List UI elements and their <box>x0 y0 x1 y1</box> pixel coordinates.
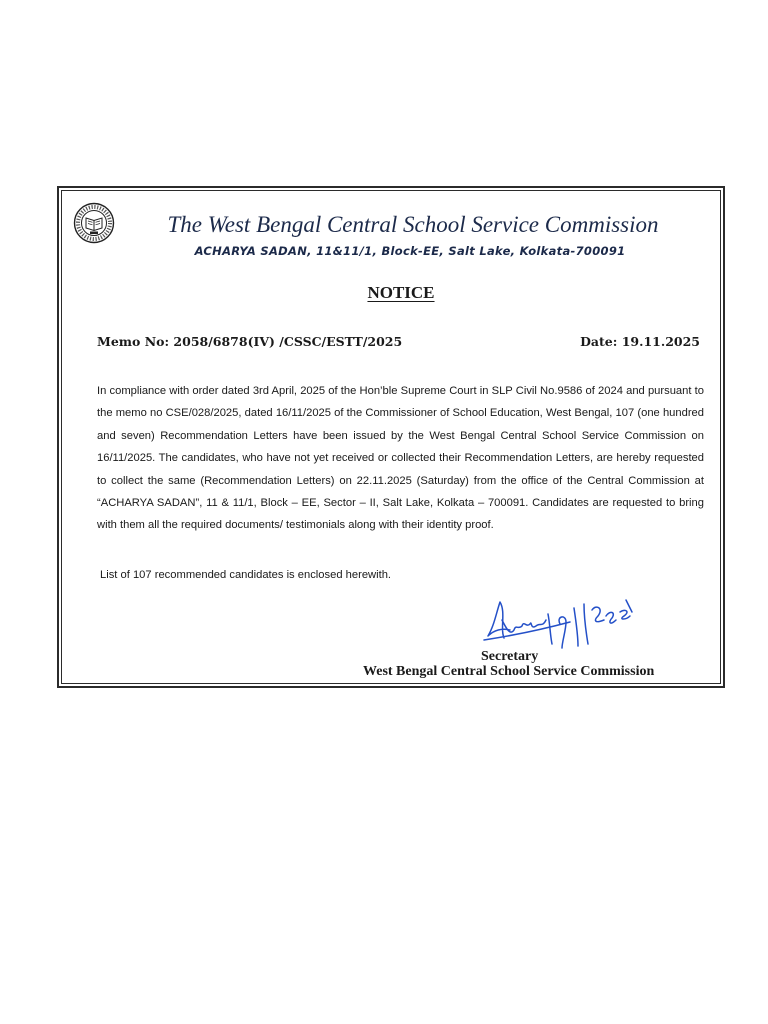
memo-number: Memo No: 2058/6878(IV) /CSSC/ESTT/2025 <box>97 334 403 349</box>
signatory-designation: Secretary <box>481 649 539 664</box>
notice-body: In compliance with order dated 3rd April, 2025 of the Hon’ble Supreme Court in SLP Civil No.9586 of 2024 and pursuant to the memo no CSE/028/2025, dated 16/11/2025 of the Commissioner of School Education, West Bengal, 107 (one hundred and seven) Recommendation Letters have been issued by the West Bengal Central School Service Commission on 16/11/2025. The candidates, who have not yet received or collected their Recommendation Letters, are hereby requested to collect the same (Recommendation Letters) on 22.11.2025 (Saturday) from the office of the Central Commission at “ACHARYA SADAN”, 11 & 11/1, Block – EE, Sector – II, Salt Lake, Kolkata – 700091. Candidates are requested to bring with them all the required documents/ testimonials along with their identity proof. <box>97 385 704 532</box>
notice-heading: NOTICE <box>367 283 435 302</box>
notice-date: Date: 19.11.2025 <box>580 334 700 349</box>
organization-address: ACHARYA SADAN, 11&11/1, Block-EE, Salt Lake, Kolkata-700091 <box>194 244 626 258</box>
signatory-organization: West Bengal Central School Service Commission <box>363 664 655 679</box>
enclosure-note: List of 107 recommended candidates is enclosed herewith. <box>100 569 392 581</box>
organization-title: The West Bengal Central School Service Commission <box>167 212 659 237</box>
